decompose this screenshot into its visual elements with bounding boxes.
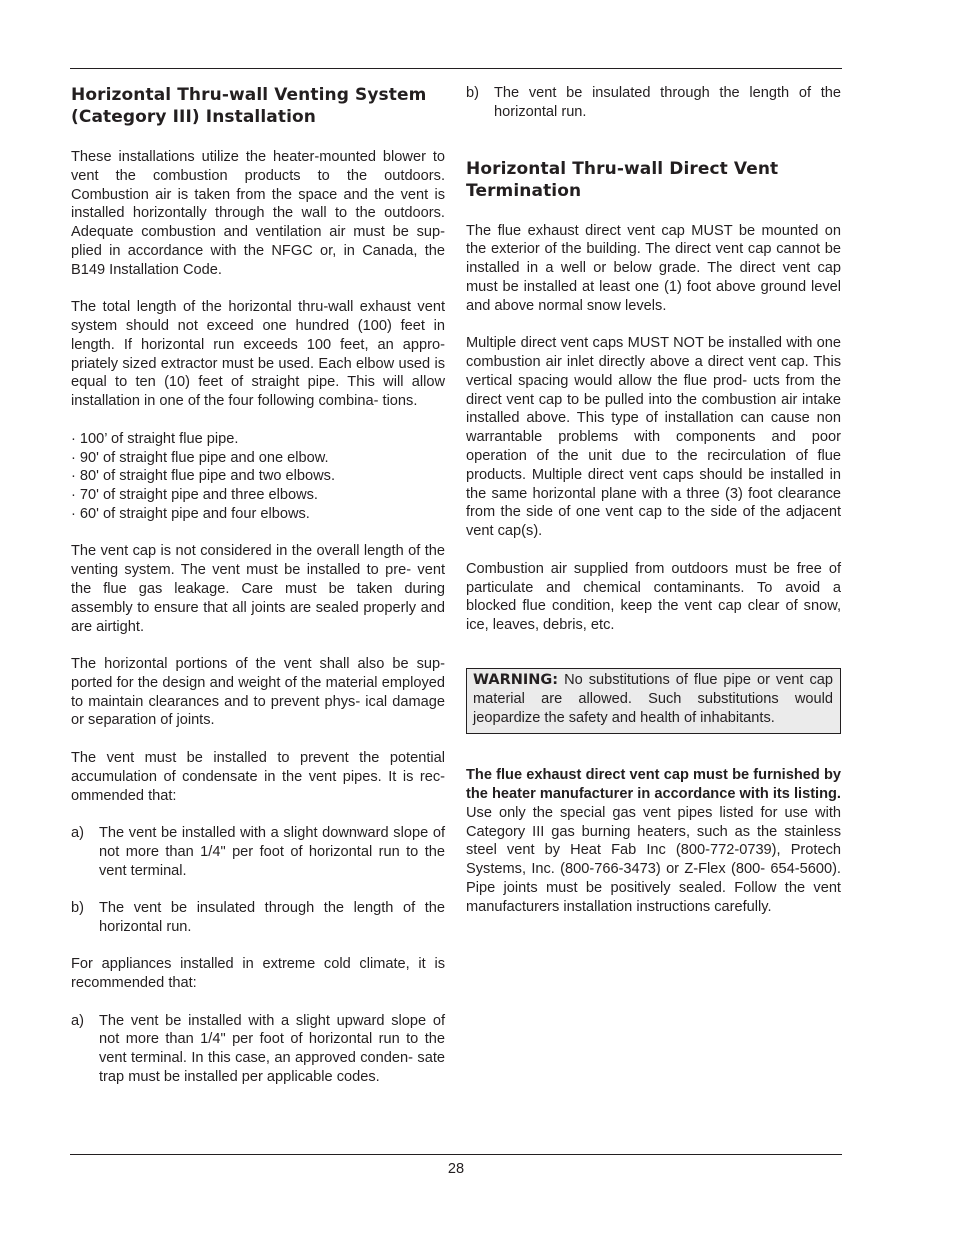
paragraph: The vent cap is not considered in the overall length of the venting system. The vent must be installed to pre- vent the flue gas leakage. Care must be taken during assembly to ensure that all joints are sealed properly and are airtight. — [71, 543, 445, 635]
list-item: · 80' of straight flue pipe and two elbows. — [71, 468, 336, 485]
warning-label: WARNING: — [473, 671, 559, 688]
paragraph: The vent must be installed to prevent the potential accumulation of condensate in the vent pipes. It is rec- ommended that: — [71, 749, 445, 804]
paragraph: The flue exhaust direct vent cap MUST be mounted on the exterior of the building. The direct vent cap cannot be installed in a well or below grade. The direct vent cap must be installed at least one (1) foot above ground level and above normal snow levels. — [466, 222, 841, 314]
paragraph — [466, 766, 841, 916]
top-rule — [70, 68, 842, 69]
paragraph: Multiple direct vent caps MUST NOT be installed with one combustion air inlet directly above a direct vent cap. This vertical spacing would allow the flue prod- ucts from the direct vent cap to be pulled into the combustion air intake installed above. This type of installation can cause non warrantable problems with components and poor operation of the unit due to the recirculation of flue products. Multiple direct vent caps should be installed in the same horizontal plane with a three (3) foot clearance from the side of one vent cap to the side of the adjacent vent cap(s). — [466, 335, 841, 540]
paragraph: The horizontal portions of the vent shall also be sup- ported for the design and weight of the material employed to maintain clearances and to prevent phys- ical damage or separation of joints. — [71, 656, 445, 729]
paragraph: For appliances installed in extreme cold climate, it is recommended that: — [71, 956, 445, 992]
paragraph: Combustion air supplied from outdoors must be free of particulate and chemical contaminants. To avoid a blocked flue condition, keep the vent cap clear of snow, ice, leaves, debris, etc. — [466, 560, 841, 634]
section-heading-horizontal-venting: Horizontal Thru-wall Venting System (Category III) Installation — [71, 85, 427, 127]
list-item — [71, 899, 445, 937]
list-item-text: The vent be installed with a slight downward slope of not more than 1/4" per foot of horizontal run to the vent terminal. — [99, 825, 445, 879]
emphasized-text: The flue exhaust direct vent cap must be furnished by the heater manufacturer in accordance with its listing. — [466, 767, 841, 803]
paragraph-text: Use only the special gas vent pipes listed for use with Category III gas burning heaters, such as the stainless steel vent by Heat Fab Inc (800-772-0739), Protech Systems, Inc. (800-766-3473) or Z-Flex (800- 654-5600). Pipe joints must be positively sealed. Follow the vent manufacturers installation instructions carefully. — [466, 804, 841, 915]
list-marker: b) — [71, 900, 84, 917]
left-column — [71, 84, 445, 1087]
section-heading-direct-vent: Horizontal Thru-wall Direct Vent Termination — [466, 158, 779, 201]
list-item-text: The vent be insulated through the length of the horizontal run. — [494, 85, 841, 120]
list-item-text: The vent be installed with a slight upward slope of not more than 1/4" per foot of horizontal run to the vent terminal. In this case, an approved conden- sate trap must be installed per applicable codes. — [99, 1012, 445, 1086]
list-item — [71, 824, 445, 880]
list-item-text: The vent be insulated through the length of the horizontal run. — [99, 900, 445, 935]
bottom-rule — [70, 1154, 842, 1155]
right-column — [466, 84, 841, 917]
warning-box — [466, 668, 841, 734]
list-marker: a) — [71, 825, 84, 842]
paragraph: The total length of the horizontal thru-wall exhaust vent system should not exceed one hundred (100) feet in length. If horizontal run exceeds 100 feet, an appro- priately sized extractor must be used. Each elbow used is equal to ten (10) feet of straight pipe. This will allow installation in one of the four following combina- tions. — [71, 299, 445, 410]
list-item: · 90' of straight flue pipe and one elbow. — [71, 449, 329, 466]
list-item: · 100’ of straight flue pipe. — [71, 430, 239, 447]
list-item: · 70' of straight pipe and three elbows. — [71, 487, 318, 504]
list-item — [71, 1012, 445, 1087]
list-marker: b) — [466, 85, 479, 101]
list-marker: a) — [71, 1012, 84, 1029]
list-item: · 60' of straight pipe and four elbows. — [71, 505, 310, 522]
list-item — [466, 84, 841, 122]
vent-combination-list — [71, 430, 445, 524]
paragraph: These installations utilize the heater-mounted blower to vent the combustion products to the outdoors. Combustion air is taken from the space and the vent is installed horizontally through the wall to the outdoors. Adequate combustion and ventilation air must be sup- plied in accordance with the NFGC or, in Canada, the B149 Installation Code. — [71, 149, 445, 278]
page-number: 28 — [447, 1161, 465, 1177]
warning-text: No substitutions of flue pipe or vent cap material are allowed. Such substitutions would jeopardize the safety and health of inhabitants. — [473, 671, 833, 726]
